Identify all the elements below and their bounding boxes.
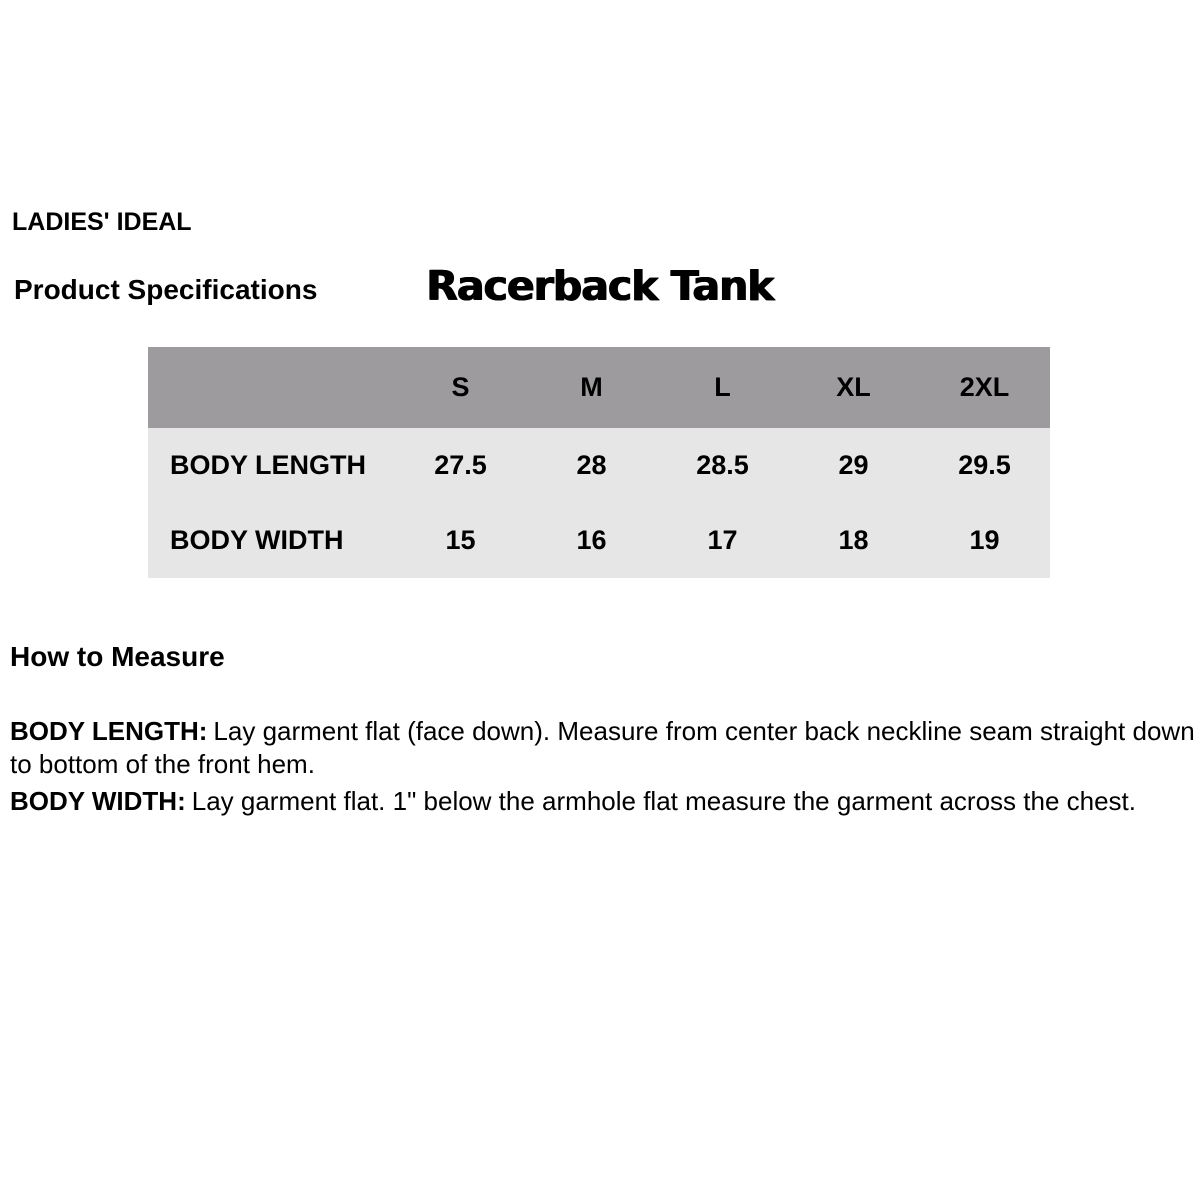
body-length-value-s: 27.5: [395, 428, 526, 503]
body-width-value-xl: 18: [788, 503, 919, 578]
how-to-measure-heading: How to Measure: [10, 641, 225, 672]
size-column-header-2xl: 2XL: [919, 347, 1050, 428]
product-name: Racerback Tank: [426, 262, 774, 310]
section-title: Product Specifications: [14, 274, 318, 305]
size-column-header-m: M: [526, 347, 657, 428]
body-width-value-m: 16: [526, 503, 657, 578]
table-row-body-length: [148, 428, 1050, 503]
body-length-value-xl: 29: [788, 428, 919, 503]
measure-item-body-length: [10, 715, 1200, 781]
measure-item-body-width: [10, 785, 1200, 818]
measure-description-body-length: Lay garment flat (face down). Measure from center back neckline seam straight down to bottom of the front hem.: [10, 716, 1195, 779]
measure-description-body-width: Lay garment flat. 1" below the armhole flat measure the garment across the chest.: [191, 786, 1136, 816]
body-width-value-l: 17: [657, 503, 788, 578]
size-column-header-l: L: [657, 347, 788, 428]
size-column-header-s: S: [395, 347, 526, 428]
measure-term-body-length: BODY LENGTH:: [10, 716, 208, 746]
body-length-value-m: 28: [526, 428, 657, 503]
row-label-body-length: BODY LENGTH: [148, 428, 395, 503]
size-column-header-xl: XL: [788, 347, 919, 428]
row-label-body-width: BODY WIDTH: [148, 503, 395, 578]
size-chart-corner-cell: [148, 347, 395, 428]
body-width-value-s: 15: [395, 503, 526, 578]
body-length-value-l: 28.5: [657, 428, 788, 503]
brand-label: LADIES' IDEAL: [12, 208, 192, 236]
measure-term-body-width: BODY WIDTH:: [10, 786, 186, 816]
body-width-value-2xl: 19: [919, 503, 1050, 578]
size-chart-table: [148, 347, 1050, 578]
body-length-value-2xl: 29.5: [919, 428, 1050, 503]
size-chart-header-row: [148, 347, 1050, 428]
measure-instructions: [10, 715, 1200, 818]
table-row-body-width: [148, 503, 1050, 578]
